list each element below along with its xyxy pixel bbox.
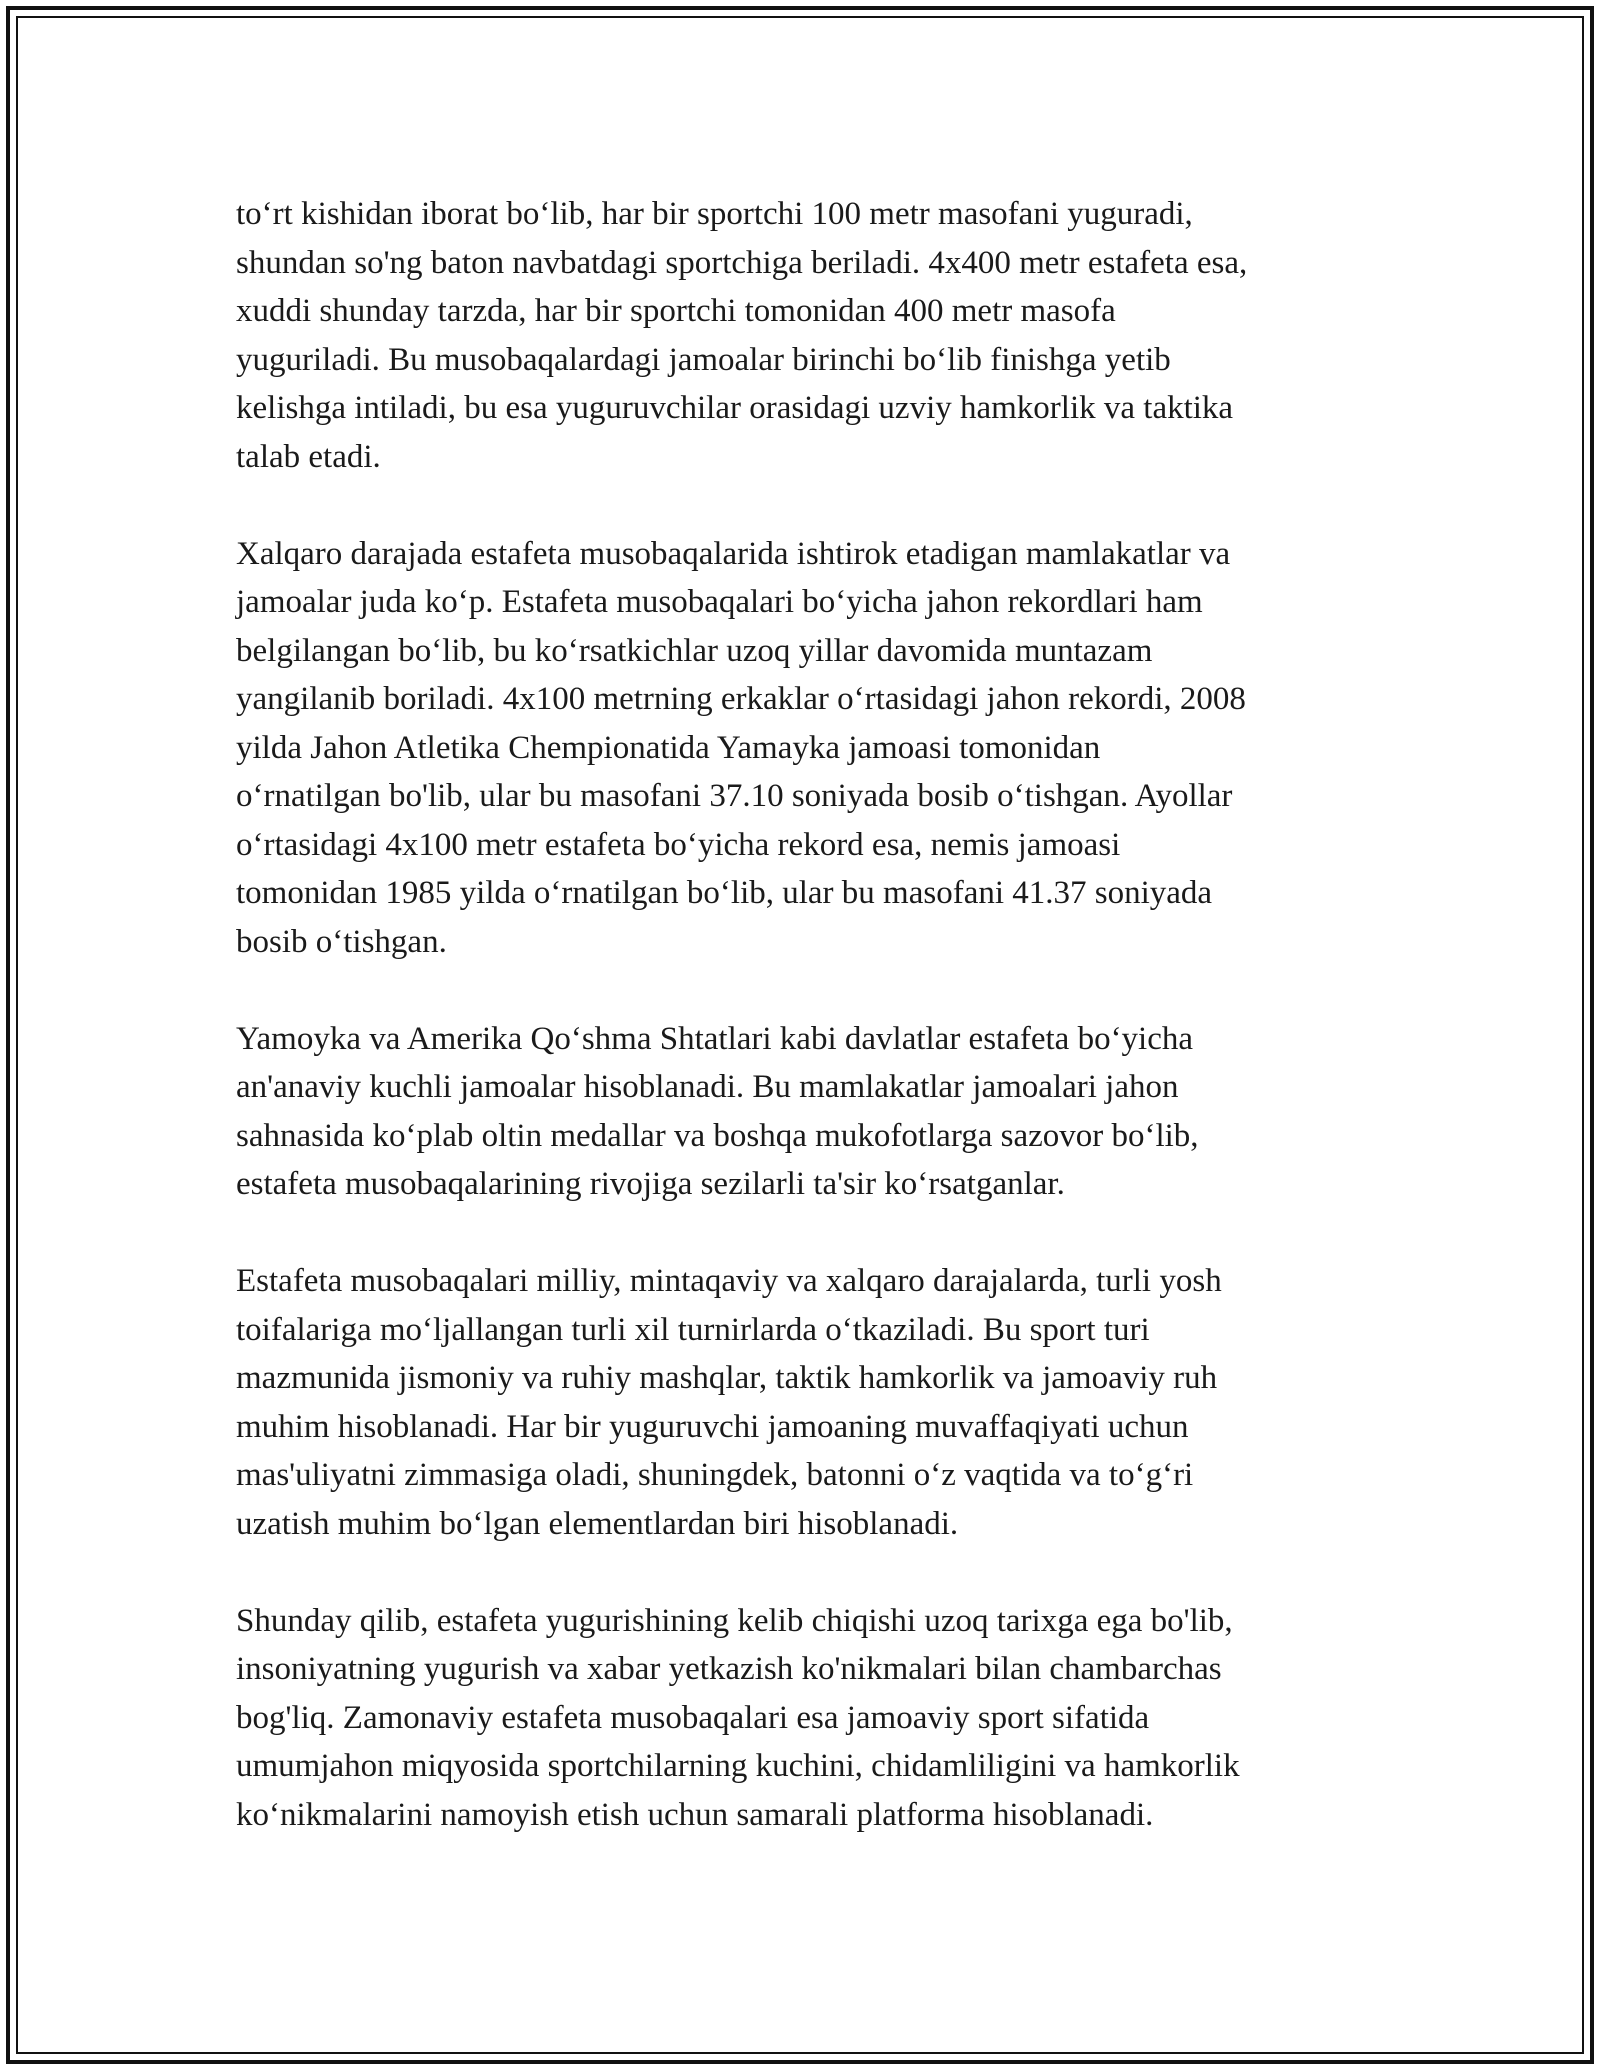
text-line: yilda Jahon Atletika Chempionatida Yamayka jamoasi tomonidan (236, 729, 1101, 766)
text-line: Shunday qilib, estafeta yugurishining kelib chiqishi uzoq tarixga ega bo'lib, (236, 1602, 1233, 1639)
paragraph-1 (236, 190, 1376, 481)
text-line: an'anaviy kuchli jamoalar hisoblanadi. Bu mamlakatlar jamoalari jahon (236, 1069, 1179, 1105)
paragraph-4 (236, 1257, 1376, 1548)
text-line: uzatish muhim bo‘lgan elementlardan biri hisoblanadi. (236, 1505, 959, 1542)
paragraph-5 (236, 1597, 1376, 1840)
text-line: yangilanib boriladi. 4x100 metrning erkaklar o‘rtasidagi jahon rekordi, 2008 (236, 681, 1246, 717)
text-line: xuddi shunday tarzda, har bir sportchi tomonidan 400 metr masofa (236, 293, 1116, 329)
document-body (236, 190, 1376, 1888)
text-line: to‘rt kishidan iborat bo‘lib, har bir sportchi 100 metr masofani yuguradi, (236, 196, 1193, 232)
paragraph-3 (236, 1015, 1376, 1209)
text-line: Estafeta musobaqalari milliy, mintaqaviy va xalqaro darajalarda, turli yosh (236, 1263, 1222, 1299)
text-line: shundan so'ng baton navbatdagi sportchiga beriladi. 4x400 metr estafeta esa, (236, 244, 1248, 281)
text-line: jamoalar juda ko‘p. Estafeta musobaqalari bo‘yicha jahon rekordlari ham (236, 584, 1203, 620)
text-line: tomonidan 1985 yilda o‘rnatilgan bo‘lib, ular bu masofani 41.37 soniyada (236, 875, 1213, 911)
text-line: bog'liq. Zamonaviy estafeta musobaqalari esa jamoaviy sport sifatida (236, 1699, 1150, 1736)
text-line: mazmunida jismoniy va ruhiy mashqlar, taktik hamkorlik va jamoaviy ruh (236, 1360, 1218, 1396)
text-line: talab etadi. (236, 438, 381, 475)
text-line: muhim hisoblanadi. Har bir yuguruvchi jamoaning muvaffaqiyati uchun (236, 1408, 1189, 1445)
text-line: o‘rtasidagi 4x100 metr estafeta bo‘yicha rekord esa, nemis jamoasi (236, 826, 1121, 863)
text-line: sahnasida ko‘plab oltin medallar va boshqa mukofotlarga sazovor bo‘lib, (236, 1117, 1199, 1154)
text-line: kelishga intiladi, bu esa yuguruvchilar orasidagi uzviy hamkorlik va taktika (236, 390, 1234, 426)
text-line: estafeta musobaqalarining rivojiga sezilarli ta'sir ko‘rsatganlar. (236, 1166, 1065, 1202)
text-line: umumjahon miqyosida sportchilarning kuchini, chidamliligini va hamkorlik (236, 1748, 1240, 1784)
text-line: Xalqaro darajada estafeta musobaqalarida ishtirok etadigan mamlakatlar va (236, 535, 1231, 572)
text-line: toifalariga mo‘ljallangan turli xil turnirlarda o‘tkaziladi. Bu sport turi (236, 1311, 1150, 1348)
text-line: belgilangan bo‘lib, bu ko‘rsatkichlar uzoq yillar davomida muntazam (236, 632, 1153, 669)
text-line: ko‘nikmalarini namoyish etish uchun samarali platforma hisoblanadi. (236, 1796, 1154, 1833)
text-line: bosib o‘tishgan. (236, 923, 447, 960)
paragraph-2 (236, 530, 1376, 967)
text-line: o‘rnatilgan bo'lib, ular bu masofani 37.10 soniyada bosib o‘tishgan. Ayollar (236, 778, 1233, 814)
text-line: Yamoyka va Amerika Qo‘shma Shtatlari kabi davlatlar estafeta bo‘yicha (236, 1020, 1194, 1057)
text-line: insoniyatning yugurish va xabar yetkazish ko'nikmalari bilan chambarchas (236, 1651, 1222, 1687)
text-line: mas'uliyatni zimmasiga oladi, shuningdek, batonni o‘z vaqtida va to‘g‘ri (236, 1457, 1194, 1493)
text-line: yuguriladi. Bu musobaqalardagi jamoalar birinchi bo‘lib finishga yetib (236, 341, 1171, 378)
